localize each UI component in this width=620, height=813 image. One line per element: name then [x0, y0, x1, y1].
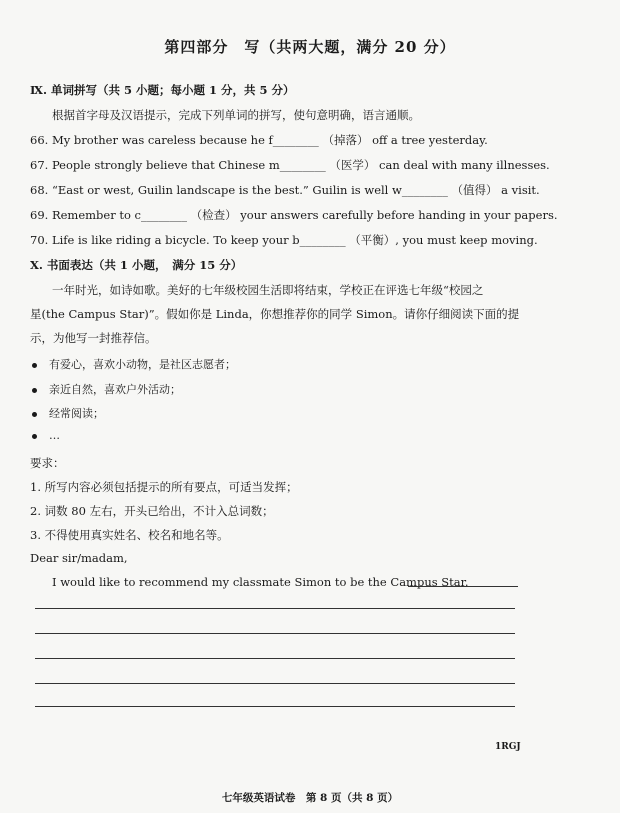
hint-bullet-4: …: [32, 429, 60, 442]
bullet-icon: [32, 434, 37, 439]
hint-bullet-3: 经常阅读；: [32, 405, 104, 421]
bullet-icon: [32, 388, 37, 393]
bullet-icon: [32, 363, 37, 368]
writing-line-short[interactable]: [408, 586, 518, 587]
writing-line[interactable]: [35, 658, 515, 659]
page-footer: 七年级英语试卷 第 8 页（共 8 页）: [221, 792, 399, 804]
prompt-line-3: 示，为他写一封推荐信。: [30, 331, 157, 345]
hint-bullet-1: 有爱心，喜欢小动物，是社区志愿者；: [32, 356, 236, 372]
letter-salutation: Dear sir/madam,: [30, 551, 128, 565]
page-title: 第四部分 写（共两大题，满分 20 分）: [164, 38, 456, 56]
requirement-3: 3. 不得使用真实姓名、校名和地名等。: [30, 528, 229, 542]
prompt-line-2: 星(the Campus Star)”。假如你是 Linda，你想推荐你的同学 Simon。请你仔细阅读下面的提: [30, 307, 520, 321]
requirement-1: 1. 所写内容必须包括提示的所有要点，可适当发挥；: [30, 480, 298, 494]
bullet-icon: [32, 412, 37, 417]
writing-line[interactable]: [35, 706, 515, 707]
question-69: 69. Remember to c________ （检查） your answers carefully before handing in your papers.: [30, 208, 558, 222]
requirements-label: 要求：: [30, 456, 65, 470]
section-9-instruction: 根据首字母及汉语提示，完成下列单词的拼写，使句意明确，语言通顺。: [52, 108, 420, 122]
question-70: 70. Life is like riding a bicycle. To keep your b________ （平衡）, you must keep moving.: [30, 233, 538, 247]
prompt-line-1: 一年时光，如诗如歌。美好的七年级校园生活即将结束，学校正在评选七年级“校园之: [52, 283, 484, 297]
section-9-heading: Ⅸ. 单词拼写（共 5 小题；每小题 1 分，共 5 分）: [30, 83, 295, 97]
hint-bullet-2: 亲近自然，喜欢户外活动；: [32, 381, 181, 397]
corner-mark: 1RGJ: [495, 742, 521, 752]
section-10-heading: Ⅹ. 书面表达（共 1 小题， 满分 15 分）: [30, 258, 243, 272]
writing-line[interactable]: [35, 608, 515, 609]
question-66: 66. My brother was careless because he f________ （掉落） off a tree yesterday.: [30, 133, 488, 147]
letter-opening: I would like to recommend my classmate Simon to be the Campus Star.: [52, 575, 469, 589]
writing-line[interactable]: [35, 683, 515, 684]
question-67: 67. People strongly believe that Chinese m________ （医学） can deal with many illnesses.: [30, 158, 550, 172]
requirement-2: 2. 词数 80 左右，开头已给出，不计入总词数；: [30, 504, 274, 518]
question-68: 68. “East or west, Guilin landscape is the best.” Guilin is well w________ （值得） a visit.: [30, 183, 540, 197]
writing-line[interactable]: [35, 633, 515, 634]
